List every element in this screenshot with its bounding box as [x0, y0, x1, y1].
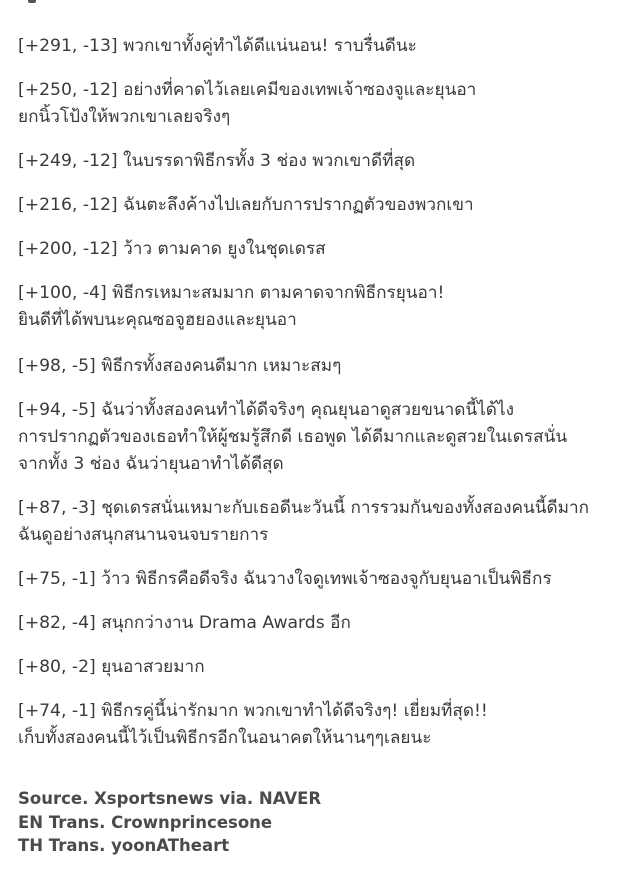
comment-line: [+98, -5] พิธีกรทั้งสองคนดีมาก เหมาะสมๆ [18, 356, 342, 376]
en-translation-credit: EN Trans. Crownprincesone [18, 812, 273, 832]
comment-line: [+100, -4] พิธีกรเหมาะสมมาก ตามคาดจากพิธีกรยุนอา! [18, 283, 445, 303]
comment-item [18, 192, 633, 219]
comment-item [18, 610, 633, 637]
comment-line: [+200, -12] ว้าว ตามคาด ยูงในชุดเดรส [18, 239, 326, 259]
comment-line: เก็บทั้งสองคนนี้ไว้เป็นพิธีกรอีกในอนาคตให้นานๆๆเลยนะ [18, 728, 432, 748]
th-translation-credit: TH Trans. yoonATheart [18, 836, 230, 855]
comment-list [18, 16, 633, 752]
comment-line: [+216, -12] ฉันตะลึงค้างไปเลยกับการปรากฏตัวของพวกเขา [18, 195, 474, 215]
top-edge-mark [28, 0, 36, 3]
comment-item [18, 566, 633, 593]
comment-line: [+291, -13] พวกเขาทั้งคู่ทำได้ดีแน่นอน! ราบรื่นดีนะ [18, 36, 417, 56]
comment-item [18, 397, 633, 478]
comment-line: [+250, -12] อย่างที่คาดไว้เลยเคมีของเทพเจ้าซองจูและยุนอา [18, 80, 477, 100]
comment-line: ยกนิ้วโป้งให้พวกเขาเลยจริงๆ [18, 107, 231, 127]
comment-item [18, 698, 633, 752]
comment-line: [+82, -4] สนุกกว่างาน Drama Awards อีก [18, 613, 351, 633]
credits-block [18, 787, 321, 858]
comment-line: ยินดีที่ได้พบนะคุณซอจูฮยองและยุนอา [18, 310, 297, 330]
comment-line: ฉันดูอย่างสนุกสนานจนจบรายการ [18, 525, 269, 545]
top-edge [0, 0, 639, 6]
comment-line: [+94, -5] ฉันว่าทั้งสองคนทำได้ดีจริงๆ คุณยุนอาดูสวยขนาดนี้ได้ไง [18, 400, 514, 420]
comment-item [18, 654, 633, 681]
comment-item [18, 33, 633, 60]
comment-item [18, 280, 633, 334]
comment-line: จากทั้ง 3 ช่อง ฉันว่ายุนอาทำได้ดีสุด [18, 454, 284, 474]
comment-item [18, 236, 633, 263]
source-credit: Source. Xsportsnews via. NAVER [18, 789, 322, 808]
comment-line: [+75, -1] ว้าว พิธีกรคือดีจริง ฉันวางใจดูเทพเจ้าซองจูกับยุนอาเป็นพิธีกร [18, 569, 552, 589]
comment-item [18, 495, 633, 549]
comment-item [18, 77, 633, 131]
comment-item [18, 353, 633, 380]
comment-line: [+80, -2] ยุนอาสวยมาก [18, 657, 205, 677]
comment-line: การปรากฏตัวของเธอทำให้ผู้ชมรู้สึกดี เธอพูด ได้ดีมากและดูสวยในเดรสนั่น [18, 427, 568, 447]
comment-line: [+249, -12] ในบรรดาพิธีกรทั้ง 3 ช่อง พวกเขาดีที่สุด [18, 151, 416, 171]
comment-line: [+74, -1] พิธีกรคู่นี้น่ารักมาก พวกเขาทำได้ดีจริงๆ! เยี่ยมที่สุด!! [18, 701, 488, 721]
comment-line: [+87, -3] ชุดเดรสนั่นเหมาะกับเธอดีนะวันนี้ การรวมกันของทั้งสองคนนี้ดีมาก [18, 498, 590, 518]
comment-item [18, 148, 633, 175]
